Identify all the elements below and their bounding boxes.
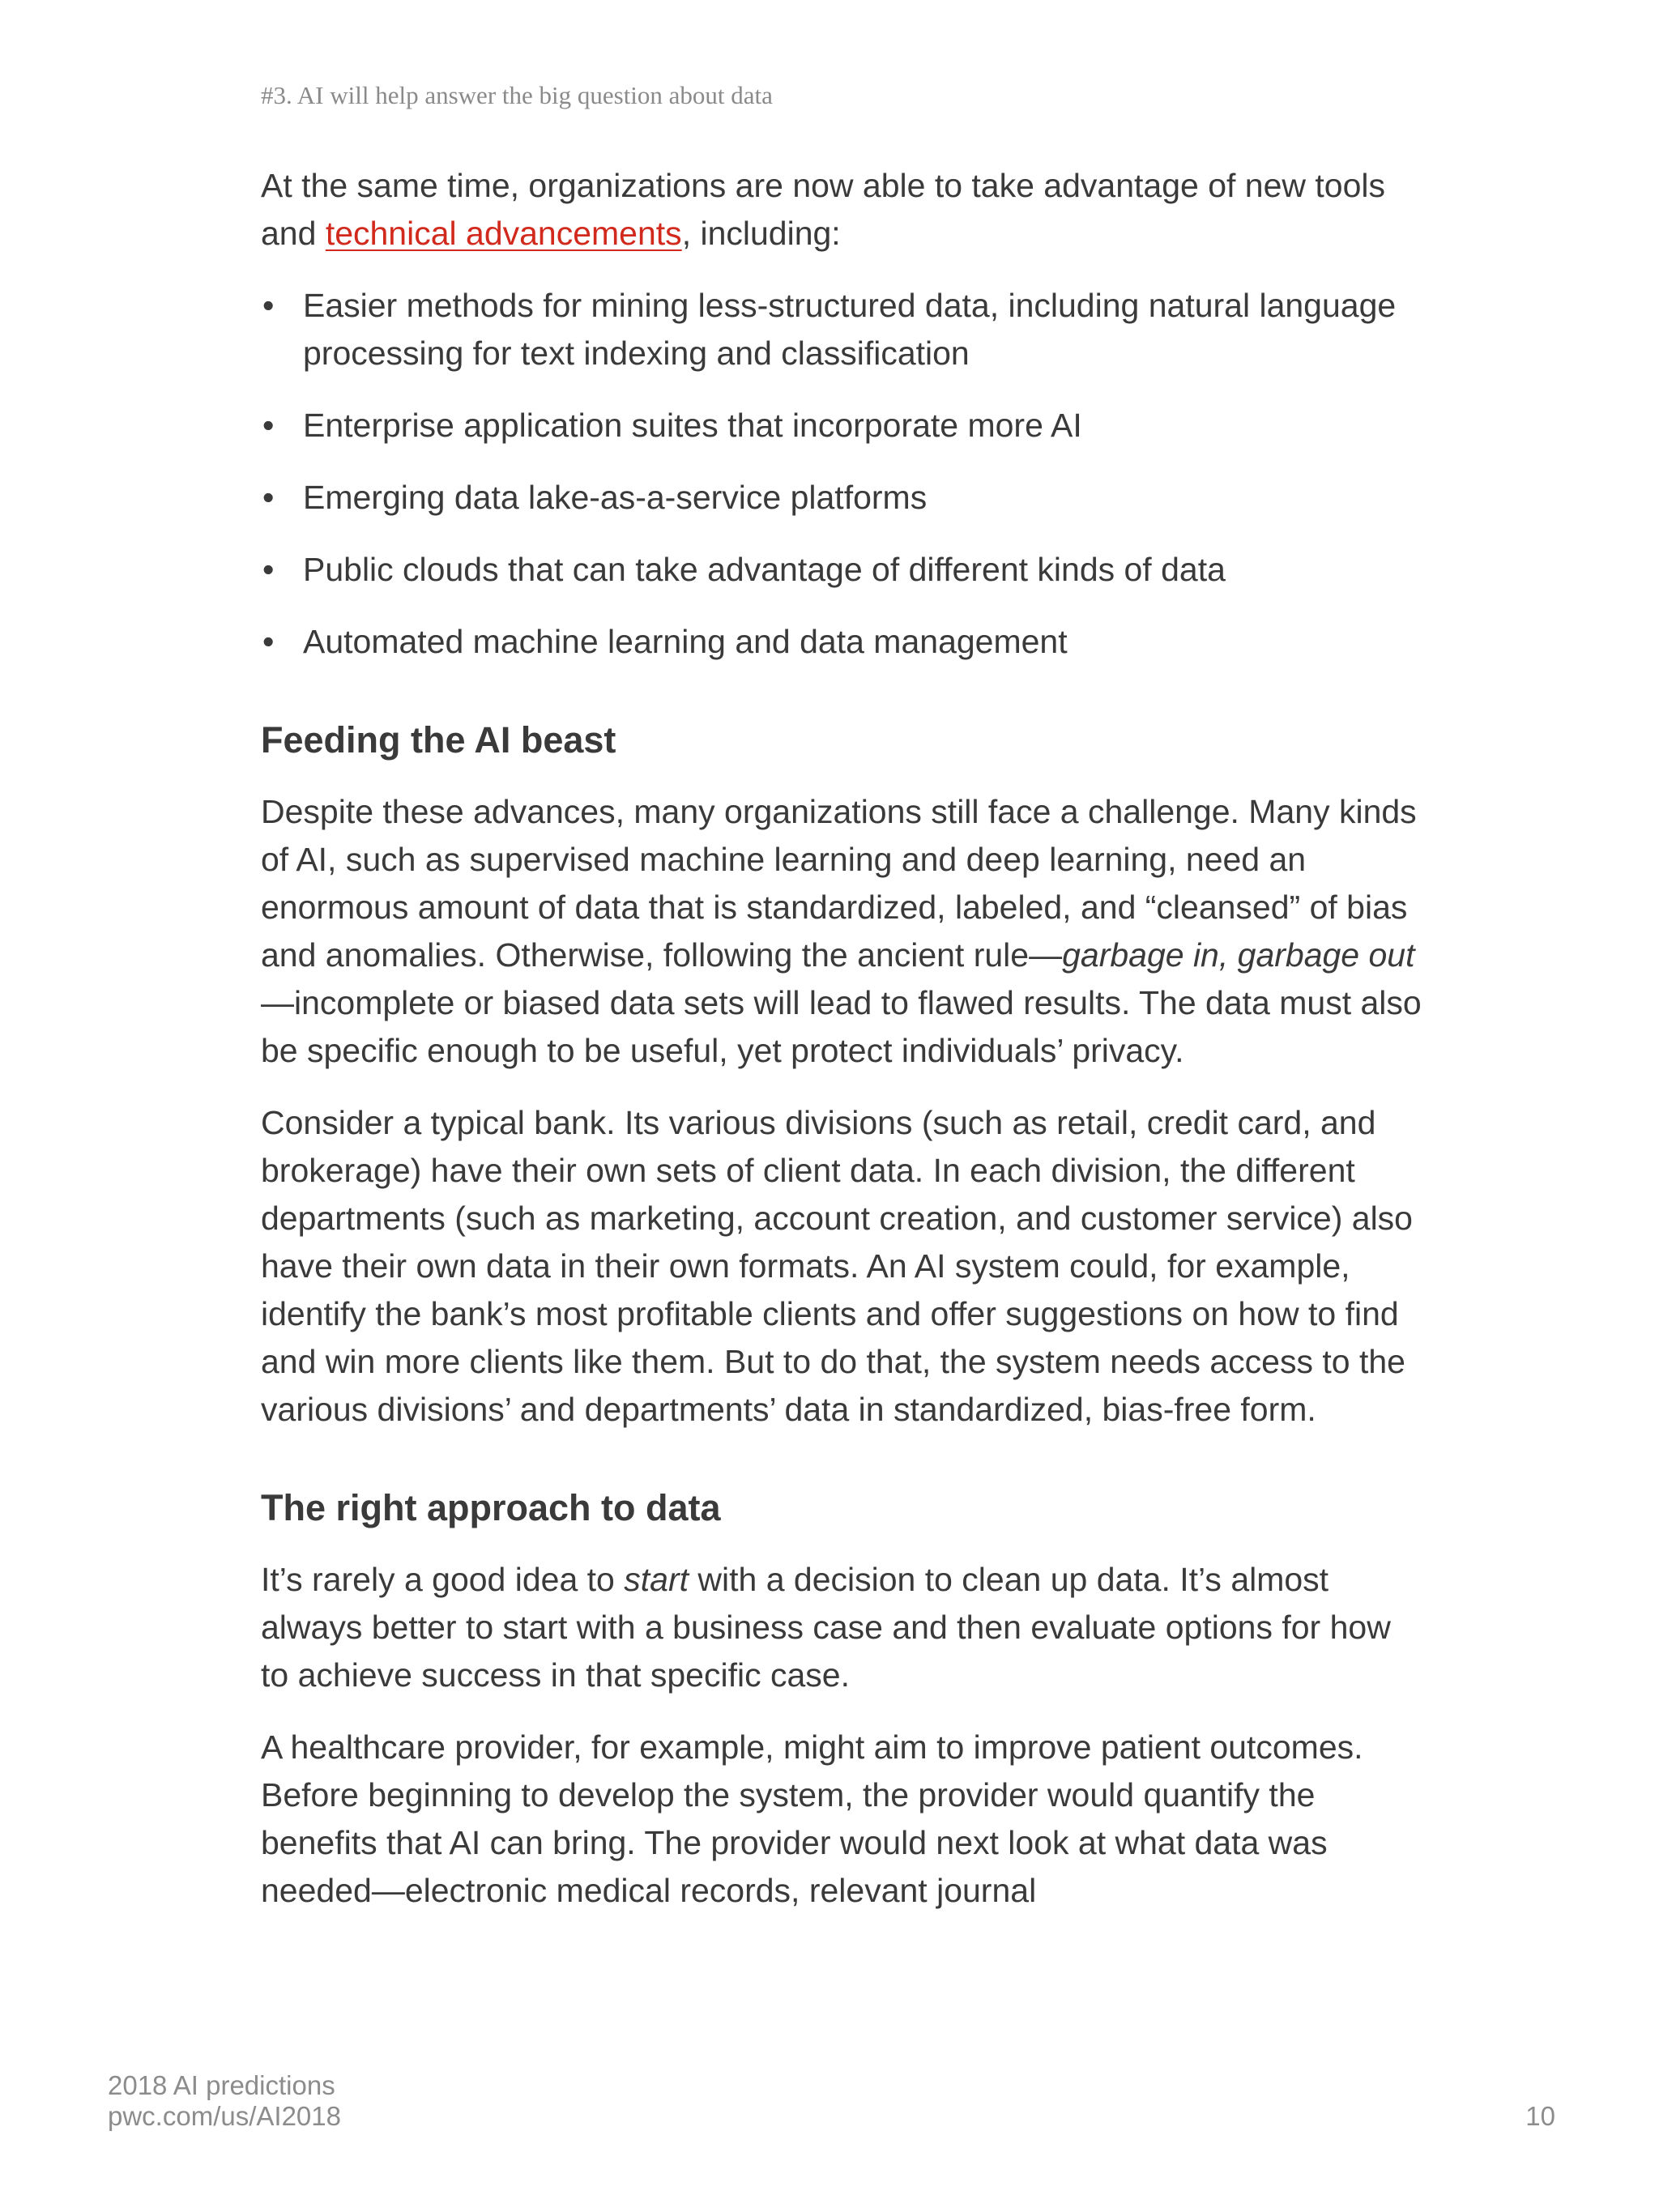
list-item-text: Public clouds that can take advantage of different kinds of data — [303, 551, 1226, 588]
list-item — [261, 282, 1427, 377]
section-heading-feeding: Feeding the AI beast — [261, 719, 616, 761]
bullet-icon: • — [262, 479, 275, 516]
approach-paragraph-1 — [261, 1556, 1427, 1699]
footer-url[interactable]: pwc.com/us/AI2018 — [108, 2101, 341, 2131]
list-item-text: Emerging data lake-as-a-service platforms — [303, 479, 928, 516]
footer-publication-title: 2018 AI predictions — [108, 2070, 335, 2100]
bullet-icon: • — [262, 623, 275, 660]
list-item — [261, 618, 1427, 666]
bullet-icon: • — [262, 287, 275, 324]
feeding-paragraph-1 — [261, 788, 1427, 1075]
feeding-p1-text-a: Despite these advances, many organizations still face a challenge. Many kinds of AI, such as supervised machine learning and deep learning, need an enormous amount of data that is standardized, labeled, and “cleansed” of bias and anomalies. Otherwise, following the ancient rule— — [261, 793, 1417, 974]
list-item — [261, 546, 1427, 594]
intro-text-end: , including: — [681, 215, 841, 252]
intro-text-start: At the same time, organizations are now able to take advantage of new tools and — [261, 167, 1385, 252]
list-item-text: Easier methods for mining less-structured data, including natural language processing for text indexing and classification — [303, 287, 1397, 372]
running-head: #3. AI will help answer the big question about data — [261, 81, 773, 109]
bullet-icon: • — [262, 407, 275, 444]
approach-paragraph-2: A healthcare provider, for example, might aim to improve patient outcomes. Before beginning to develop the system, the provider would quantify the benefits that AI can bring. The provider would next look at what data was needed—electronic medical records, relevant journal — [261, 1728, 1363, 1909]
feeding-paragraph-2: Consider a typical bank. Its various divisions (such as retail, credit card, and brokerage) have their own sets of client data. In each division, the different departments (such as marketing, account creation, and customer service) also have their own data in their own formats. An AI system could, for example, identify the bank’s most profitable clients and offer suggestions on how to find and win more clients like them. But to do that, the system needs access to the various divisions’ and departments’ data in standardized, bias-free form. — [261, 1104, 1413, 1428]
list-item-text: Automated machine learning and data management — [303, 623, 1068, 660]
page-footer — [108, 2070, 341, 2132]
bullet-icon: • — [262, 551, 275, 588]
approach-p1-emphasis: start — [624, 1561, 689, 1598]
list-item — [261, 474, 1427, 522]
feeding-p1-emphasis: garbage in, garbage out — [1062, 936, 1415, 974]
article-body — [261, 162, 1427, 1939]
section-heading-approach: The right approach to data — [261, 1487, 721, 1528]
approach-p1-text-b: with a decision to clean up data. It’s almost always better to start with a business case and then evaluate options for how to achieve success in that specific case. — [261, 1561, 1391, 1694]
advancements-list — [261, 282, 1427, 666]
approach-p1-text-a: It’s rarely a good idea to — [261, 1561, 625, 1598]
page-number: 10 — [1525, 2101, 1555, 2131]
list-item-text: Enterprise application suites that incorporate more AI — [303, 407, 1082, 444]
intro-paragraph — [261, 162, 1427, 258]
technical-advancements-link[interactable]: technical advancements — [325, 215, 682, 252]
feeding-p1-text-b: —incomplete or biased data sets will lead to flawed results. The data must also be specific enough to be useful, yet protect individuals’ privacy. — [261, 984, 1422, 1069]
list-item — [261, 402, 1427, 450]
